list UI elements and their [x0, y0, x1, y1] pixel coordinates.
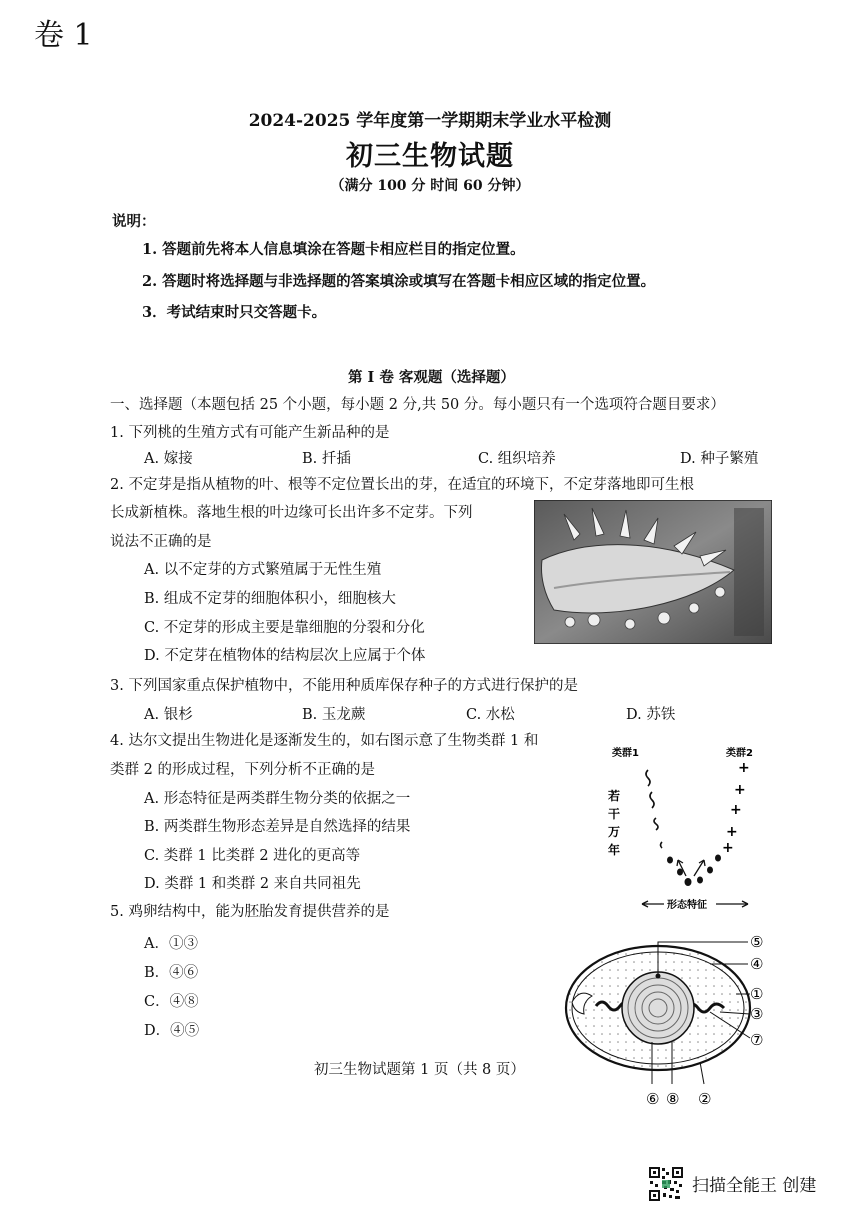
exam-title: 初三生物试题: [346, 141, 514, 172]
egg-structure-diagram: [560, 928, 780, 1110]
egg-label: ④: [750, 955, 764, 973]
instruction-item: 2. 答题时将选择题与非选择题的答案填涂或填写在答题卡相应区域的指定位置。: [142, 273, 656, 290]
option-d: D. 苏铁: [626, 707, 676, 723]
ancestor-nodes: [667, 855, 721, 887]
section-instructions: 一、选择题（本题包括 25 个小题，每小题 2 分,共 50 分。每小题只有一个选项符合题目要求）: [110, 397, 725, 413]
x-axis-label: 形态特征: [667, 900, 707, 911]
option-d: D. 类群 1 和类群 2 来自共同祖先: [144, 876, 361, 892]
germinal-disc: [656, 974, 661, 979]
option-a: A. 嫁接: [144, 451, 193, 467]
exam-score-time: （满分 100 分 时间 60 分钟）: [330, 178, 530, 194]
scanner-watermark: 扫描全能王 创建: [692, 1176, 817, 1196]
option-a: A. 银杉: [144, 707, 193, 723]
egg-label: ⑦: [750, 1031, 764, 1049]
svg-text:万: 万: [608, 825, 621, 839]
yolk: [622, 972, 694, 1044]
option-a: A. 形态特征是两类群生物分类的依据之一: [144, 791, 411, 807]
option-c: C. 组织培养: [478, 451, 556, 467]
y-axis-label: [608, 788, 620, 857]
egg-label: ⑧: [666, 1090, 680, 1108]
egg-label: ③: [750, 1005, 764, 1023]
svg-text:+: +: [738, 760, 750, 776]
option-c: C. 类群 1 比类群 2 进化的更高等: [144, 848, 361, 864]
question-stem-cont: 说法不正确的是: [110, 534, 212, 550]
egg-label: ⑤: [750, 933, 764, 951]
section-title: 第 I 卷 客观题（选择题）: [348, 369, 515, 386]
option-d: D．④⑤: [144, 1023, 200, 1039]
option-d: D. 种子繁殖: [680, 451, 759, 467]
instruction-item: 1. 答题前先将本人信息填涂在答题卡相应栏目的指定位置。: [142, 241, 525, 258]
option-b: B．④⑥: [144, 965, 199, 981]
option-d: D. 不定芽在植物体的结构层次上应属于个体: [144, 648, 426, 664]
group1-lineage: [646, 770, 662, 848]
svg-text:年: 年: [608, 843, 621, 857]
egg-label: ②: [698, 1090, 712, 1108]
option-a: A．①③: [144, 936, 198, 952]
kalanchoe-leaf-photo: [534, 500, 772, 644]
option-c: C. 不定芽的形成主要是靠细胞的分裂和分化: [144, 620, 425, 636]
group2-lineage: [722, 760, 750, 856]
page-footer: 初三生物试题第 1 页（共 8 页）: [314, 1062, 525, 1078]
option-b: B. 玉龙蕨: [302, 707, 366, 723]
option-b: B. 两类群生物形态差异是自然选择的结果: [144, 819, 411, 835]
question-stem: 2. 不定芽是指从植物的叶、根等不定位置长出的芽，在适宜的环境下，不定芽落地即可生根: [110, 477, 694, 493]
question-stem-cont: 类群 2 的形成过程，下列分析不正确的是: [110, 762, 375, 778]
question-stem: 1. 下列桃的生殖方式有可能产生新品种的是: [110, 425, 390, 441]
question-stem: 5. 鸡卵结构中，能为胚胎发育提供营养的是: [110, 904, 390, 920]
instructions-label: 说明：: [112, 213, 156, 230]
paper-volume-label: 卷 1: [34, 18, 93, 53]
svg-text:+: +: [726, 824, 738, 840]
egg-label: ①: [750, 985, 764, 1003]
svg-text:+: +: [730, 802, 742, 818]
svg-text:+: +: [722, 840, 734, 856]
option-b: B. 组成不定芽的细胞体积小，细胞核大: [144, 591, 396, 607]
option-c: C. 水松: [466, 707, 515, 723]
group2-label: 类群2: [726, 748, 753, 759]
question-stem: 4. 达尔文提出生物进化是逐渐发生的，如右图示意了生物类群 1 和: [110, 733, 539, 749]
instruction-item: 3．考试结束时只交答题卡。: [142, 304, 327, 321]
question-stem-cont: 长成新植株。落地生根的叶边缘可长出许多不定芽。下列: [110, 505, 473, 521]
option-c: C．④⑧: [144, 994, 199, 1010]
evolution-diagram: [600, 742, 770, 912]
exam-term-heading: 2024-2025 学年度第一学期期末学业水平检测: [248, 111, 612, 131]
question-stem: 3. 下列国家重点保护植物中，不能用种质库保存种子的方式进行保护的是: [110, 678, 578, 694]
group1-label: 类群1: [612, 748, 639, 759]
option-b: B. 扦插: [302, 451, 351, 467]
egg-label: ⑥: [646, 1090, 660, 1108]
svg-text:+: +: [734, 782, 746, 798]
svg-text:干: 干: [608, 807, 621, 821]
qr-code-icon: [648, 1166, 684, 1202]
option-a: A. 以不定芽的方式繁殖属于无性生殖: [144, 562, 382, 578]
svg-text:若: 若: [608, 789, 621, 803]
